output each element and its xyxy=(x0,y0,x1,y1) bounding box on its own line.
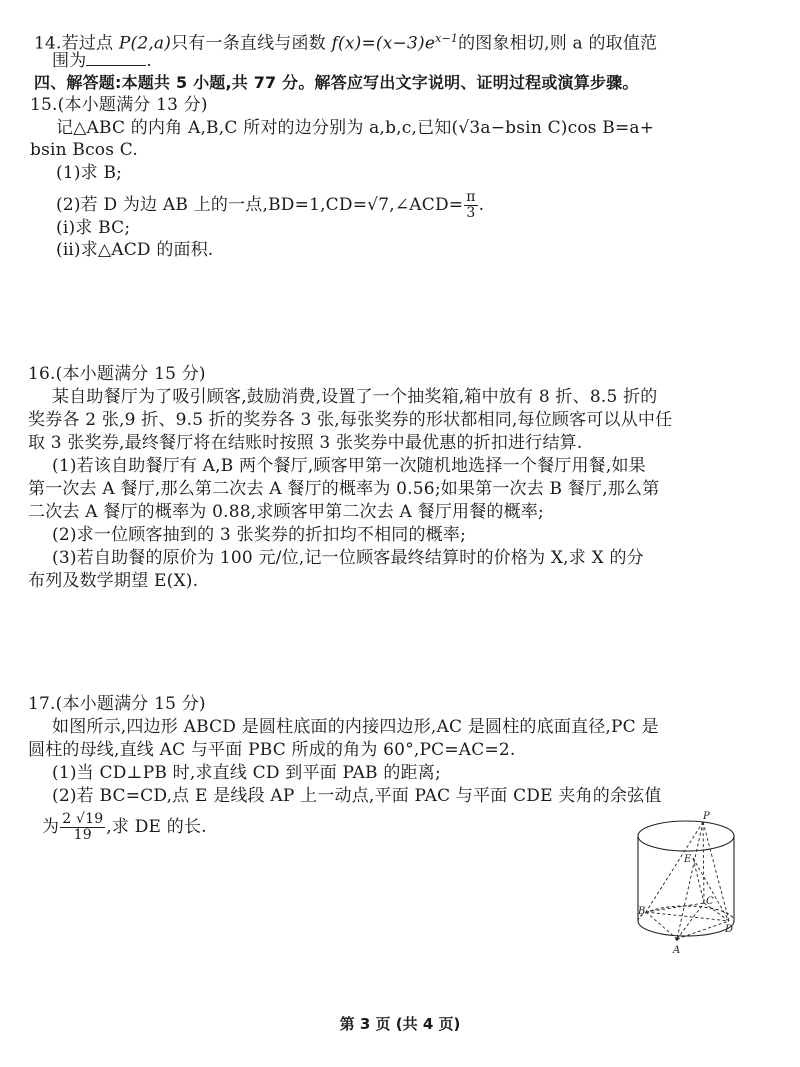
section-heading: 四、解答题:本题共 5 小题,共 77 分。解答应写出文字说明、证明过程或演算步骤。 xyxy=(34,73,639,92)
edge-AD xyxy=(677,921,729,939)
cylinder-top-ellipse xyxy=(638,821,734,851)
q17-last-prefix: 为 xyxy=(42,817,60,837)
q14-func: f(x)=(x−3)e xyxy=(331,33,436,54)
cosine-fraction xyxy=(60,812,105,843)
label-B: B xyxy=(638,906,646,917)
q15-line1: 记△ABC 的内角 A,B,C 所对的边分别为 a,b,c,已知(√3a−bsin C)cos B=a+ xyxy=(56,118,655,138)
q17-last-suffix: ,求 DE 的长. xyxy=(106,817,207,837)
q16-line: 布列及数学期望 E(X). xyxy=(28,571,199,591)
cylinder-figure xyxy=(620,808,750,958)
pyramid-edges xyxy=(646,822,729,939)
q16-line: (2)求一位顾客抽到的 3 张奖券的折扣均不相同的概率; xyxy=(52,525,467,545)
q15-line2: bsin Bcos C. xyxy=(30,140,138,160)
q15-sub2: (ⅱ)求△ACD 的面积. xyxy=(56,240,214,260)
q16-line: 二次去 A 餐厅的概率为 0.88,求顾客甲第二次去 A 餐厅用餐的概率; xyxy=(28,502,544,522)
q17-line: (2)若 BC=CD,点 E 是线段 AP 上一动点,平面 PAC 与平面 CDE 夹角的余弦值 xyxy=(52,786,662,806)
q14-suffix: 的图象相切,则 a 的取值范 xyxy=(458,33,658,54)
page-number-footer: 第 3 页 (共 4 页) xyxy=(339,1015,461,1033)
q16-line: 第一次去 A 餐厅,那么第二次去 A 餐厅的概率为 0.56;如果第一次去 B 餐厅,那么第 xyxy=(28,479,660,499)
q16-line: 奖券各 2 张,9 折、9.5 折的奖券各 3 张,每张奖券的形状都相同,每位顾客可以从中任 xyxy=(28,410,673,430)
q16-line: (1)若该自助餐厅有 A,B 两个餐厅,顾客甲第一次随机地选择一个餐厅用餐,如果 xyxy=(52,456,646,476)
q14-line2-text: 围为 xyxy=(52,51,87,71)
cylinder-bottom-front-arc xyxy=(638,921,734,936)
q14-point: P(2,a) xyxy=(118,33,172,54)
edge-BA xyxy=(646,912,677,939)
q15-part2-end: . xyxy=(478,195,485,215)
edge-EC xyxy=(693,858,704,903)
q17-header: 17.(本小题满分 15 分) xyxy=(28,694,206,714)
edge-PA xyxy=(677,822,703,939)
fraction-denominator: 19 xyxy=(73,827,92,843)
fraction-denominator: 3 xyxy=(466,205,476,221)
edge-PB xyxy=(646,822,703,912)
edge-PC xyxy=(703,822,704,903)
q17-line: 如图所示,四边形 ABCD 是圆柱底面的内接四边形,AC 是圆柱的底面直径,PC 是 xyxy=(52,717,659,737)
q16-line: 取 3 张奖券,最终餐厅将在结账时按照 3 张奖券中最优惠的折扣进行结算. xyxy=(28,433,583,453)
q14-line2-end: . xyxy=(146,51,153,71)
label-D: D xyxy=(725,924,734,935)
pi-over-3-fraction xyxy=(464,190,477,221)
q16-line: 某自助餐厅为了吸引顾客,鼓励消费,设置了一个抽奖箱,箱中放有 8 折、8.5 折的 xyxy=(52,387,658,407)
cylinder-bottom-back-arc xyxy=(638,906,734,921)
fraction-numerator: 2 √19 xyxy=(62,811,104,827)
answer-blank[interactable] xyxy=(86,51,146,66)
q15-part1: (1)求 B; xyxy=(56,163,123,183)
label-C: C xyxy=(706,896,714,907)
q16-header: 16.(本小题满分 15 分) xyxy=(28,364,206,384)
q14-mid: 只有一条直线与函数 xyxy=(171,33,332,54)
q17-last-line xyxy=(42,812,207,843)
edge-BC xyxy=(646,903,704,912)
q17-line: (1)当 CD⊥PB 时,求直线 CD 到平面 PAB 的距离; xyxy=(52,763,441,783)
edge-ED xyxy=(693,858,729,921)
edge-BD xyxy=(646,912,729,921)
q15-part2-text: (2)若 D 为边 AB 上的一点,BD=1,CD=√7,∠ACD= xyxy=(56,195,464,215)
q17-line: 圆柱的母线,直线 AC 与平面 PBC 所成的角为 60°,PC=AC=2. xyxy=(28,740,516,760)
fraction-numerator: π xyxy=(466,189,476,205)
label-P: P xyxy=(703,811,710,822)
q14-exp: x−1 xyxy=(435,32,459,45)
label-E: E xyxy=(684,854,692,865)
q14-line2 xyxy=(52,50,152,72)
point-A-dot xyxy=(675,937,678,940)
q16-line: (3)若自助餐的原价为 100 元/位,记一位顾客最终结算时的价格为 X,求 X 的分 xyxy=(52,548,644,568)
label-A: A xyxy=(673,945,681,956)
q15-sub1: (ⅰ)求 BC; xyxy=(56,218,131,238)
q15-header: 15.(本小题满分 13 分) xyxy=(30,95,208,115)
q14-prefix: 14.若过点 xyxy=(34,33,119,54)
